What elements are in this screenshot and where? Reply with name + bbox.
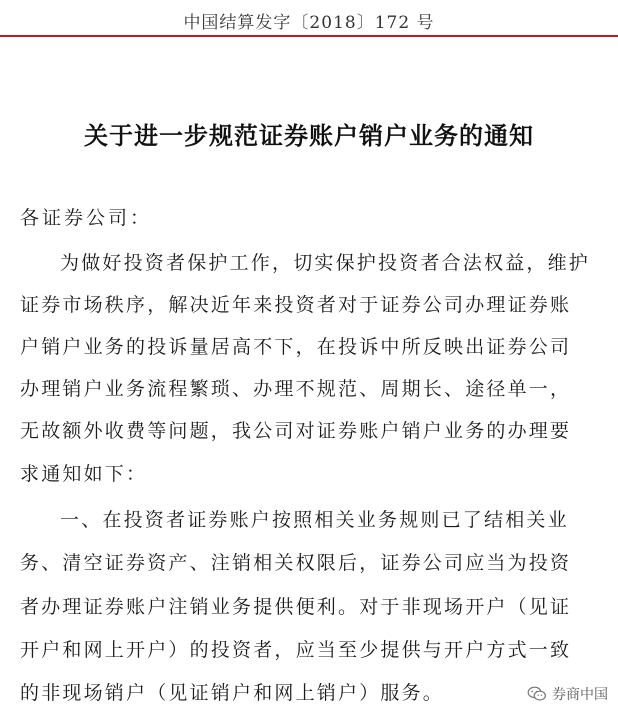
paragraph-line: 办理销户业务流程繁琐、办理不规范、周期长、途径单一，	[20, 378, 572, 400]
red-header-rule	[0, 35, 618, 37]
paragraph-line: 户销户业务的投诉量居高不下，在投诉中所反映出证券公司	[20, 336, 572, 358]
paragraph-line: 证券市场秩序，解决近年来投资者对于证券公司办理证券账	[20, 294, 572, 316]
paragraph-line: 者办理证券账户注销业务提供便利。对于非现场开户（见证	[20, 596, 572, 618]
document-title: 关于进一步规范证券账户销户业务的通知	[84, 121, 534, 150]
paragraph-line: 开户和网上开户）的投资者，应当至少提供与开户方式一致	[20, 639, 572, 661]
paragraph-line: 的非现场销户（见证销户和网上销户）服务。	[20, 682, 445, 704]
paragraph-line: 一、在投资者证券账户按照相关业务规则已了结相关业	[60, 509, 569, 531]
doc-number: 中国结算发字〔2018〕172 号	[183, 13, 435, 33]
paragraph-line: 求通知如下：	[20, 463, 148, 485]
wechat-icon	[527, 686, 547, 702]
paragraph-line: 务、清空证券资产、注销相关权限后，证券公司应当为投资	[20, 552, 572, 574]
salutation: 各证券公司：	[20, 207, 153, 229]
paragraph-line: 为做好投资者保护工作，切实保护投资者合法权益，维护	[60, 252, 591, 274]
watermark	[527, 684, 608, 704]
watermark-text: 券商中国	[552, 687, 608, 703]
paragraph-line: 无故额外收费等问题，我公司对证券账户销户业务的办理要	[20, 420, 572, 442]
